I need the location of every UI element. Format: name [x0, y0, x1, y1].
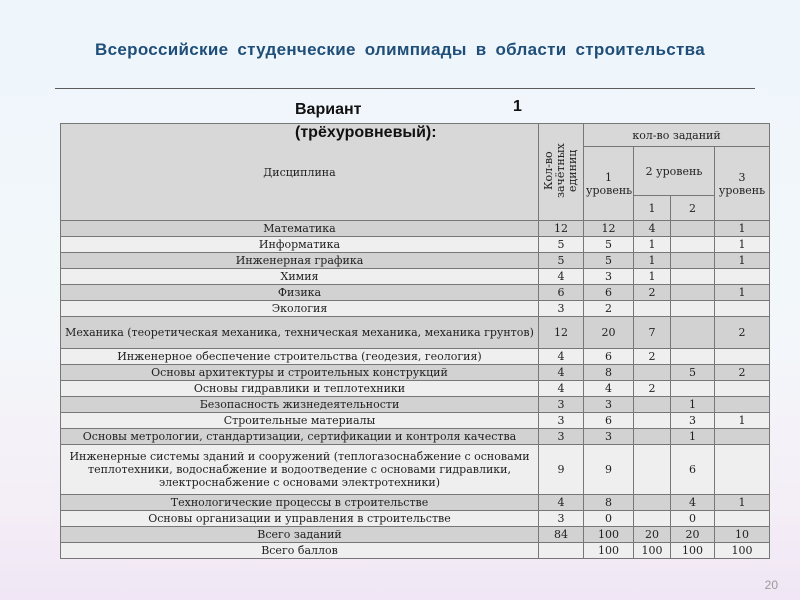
cell-level1: 3	[584, 429, 634, 445]
cell-level2-sub2	[671, 253, 715, 269]
table-row	[61, 301, 770, 317]
cell-level2-sub2: 5	[671, 365, 715, 381]
cell-level2-sub1	[634, 511, 671, 527]
cell-level3	[715, 445, 770, 495]
cell-level1: 6	[584, 285, 634, 301]
cell-level2-sub2: 1	[671, 429, 715, 445]
table-row	[61, 381, 770, 397]
header-level1: 1 уровень	[584, 147, 634, 221]
cell-discipline: Основы гидравлики и теплотехники	[61, 381, 539, 397]
cell-discipline: Технологические процессы в строительстве	[61, 495, 539, 511]
header-level3: 3 уровень	[715, 147, 770, 221]
variant-line1: Вариант	[295, 101, 362, 118]
cell-level1: 0	[584, 511, 634, 527]
cell-level3: 1	[715, 253, 770, 269]
cell-discipline: Безопасность жизнедеятельности	[61, 397, 539, 413]
cell-level2-sub2: 1	[671, 397, 715, 413]
cell-credits: 3	[539, 511, 584, 527]
page-number: 20	[764, 578, 778, 592]
cell-credits: 3	[539, 301, 584, 317]
cell-credits: 12	[539, 317, 584, 349]
cell-level1: 100	[584, 527, 634, 543]
cell-level2-sub1: 2	[634, 285, 671, 301]
cell-discipline: Химия	[61, 269, 539, 285]
cell-discipline: Строительные материалы	[61, 413, 539, 429]
cell-level2-sub2	[671, 269, 715, 285]
cell-discipline: Инженерные системы зданий и сооружений (теплогазоснабжение с основами теплотехники, водоснабжение и водоотведение с основами гидравлики, электроснабжение с основами электротехники)	[61, 445, 539, 495]
cell-level3	[715, 381, 770, 397]
cell-discipline: Основы архитектуры и строительных конструкций	[61, 365, 539, 381]
cell-credits: 5	[539, 253, 584, 269]
cell-level3	[715, 429, 770, 445]
cell-level2-sub2: 4	[671, 495, 715, 511]
variant-line2: (трёхуровневый):	[295, 124, 437, 141]
cell-level1: 9	[584, 445, 634, 495]
cell-level2-sub2	[671, 221, 715, 237]
cell-level3	[715, 511, 770, 527]
cell-discipline: Механика (теоретическая механика, техническая механика, механика грунтов)	[61, 317, 539, 349]
cell-level2-sub2: 3	[671, 413, 715, 429]
total-tasks-row	[61, 527, 770, 543]
cell-credits: 4	[539, 381, 584, 397]
table-row	[61, 365, 770, 381]
header-discipline: Дисциплина	[61, 124, 539, 221]
cell-level1: 4	[584, 381, 634, 397]
cell-credits: 4	[539, 349, 584, 365]
cell-level3: 1	[715, 221, 770, 237]
cell-discipline: Основы организации и управления в строительстве	[61, 511, 539, 527]
table-row	[61, 495, 770, 511]
cell-level3	[715, 269, 770, 285]
header-level2-sub2: 2	[671, 196, 715, 221]
cell-level3: 1	[715, 285, 770, 301]
cell-credits: 3	[539, 413, 584, 429]
table-row	[61, 413, 770, 429]
cell-credits: 3	[539, 397, 584, 413]
table-row	[61, 397, 770, 413]
cell-credits: 84	[539, 527, 584, 543]
table-row	[61, 237, 770, 253]
cell-credits: 5	[539, 237, 584, 253]
cell-level1: 3	[584, 269, 634, 285]
cell-level1: 8	[584, 365, 634, 381]
cell-level2-sub1	[634, 365, 671, 381]
cell-level2-sub2	[671, 381, 715, 397]
cell-level2-sub1	[634, 445, 671, 495]
table-row	[61, 349, 770, 365]
cell-level2-sub1	[634, 301, 671, 317]
cell-credits: 3	[539, 429, 584, 445]
cell-level2-sub1	[634, 495, 671, 511]
table-row	[61, 317, 770, 349]
cell-level2-sub2	[671, 237, 715, 253]
header-level2-sub1: 1	[634, 196, 671, 221]
cell-credits: 4	[539, 365, 584, 381]
total-points-row	[61, 543, 770, 559]
table-row	[61, 285, 770, 301]
cell-credits	[539, 543, 584, 559]
table-row	[61, 221, 770, 237]
cell-discipline: Инженерное обеспечение строительства (геодезия, геология)	[61, 349, 539, 365]
cell-level3: 10	[715, 527, 770, 543]
cell-level3	[715, 397, 770, 413]
cell-level2-sub1: 1	[634, 237, 671, 253]
cell-level2-sub1	[634, 397, 671, 413]
cell-level2-sub1: 20	[634, 527, 671, 543]
cell-discipline: Информатика	[61, 237, 539, 253]
cell-discipline: Основы метрологии, стандартизации, сертификации и контроля качества	[61, 429, 539, 445]
cell-credits: 12	[539, 221, 584, 237]
cell-level1: 20	[584, 317, 634, 349]
cell-level2-sub1: 2	[634, 349, 671, 365]
cell-credits: 4	[539, 495, 584, 511]
cell-level2-sub2: 0	[671, 511, 715, 527]
cell-level2-sub2: 100	[671, 543, 715, 559]
header-credits	[539, 124, 584, 221]
cell-level2-sub2	[671, 349, 715, 365]
cell-level1: 3	[584, 397, 634, 413]
cell-level1: 6	[584, 413, 634, 429]
table-row	[61, 429, 770, 445]
cell-discipline: Всего заданий	[61, 527, 539, 543]
cell-level1: 6	[584, 349, 634, 365]
cell-level2-sub1: 4	[634, 221, 671, 237]
cell-level1: 12	[584, 221, 634, 237]
cell-level2-sub1: 1	[634, 269, 671, 285]
cell-level2-sub2: 6	[671, 445, 715, 495]
cell-level2-sub1: 2	[634, 381, 671, 397]
cell-credits: 9	[539, 445, 584, 495]
variant-number: 1	[513, 98, 522, 115]
cell-level3	[715, 301, 770, 317]
cell-level2-sub2: 20	[671, 527, 715, 543]
table-row	[61, 445, 770, 495]
cell-level2-sub2	[671, 301, 715, 317]
olympiad-table	[60, 123, 770, 559]
table-row	[61, 269, 770, 285]
header-tasks: кол-во заданий	[584, 124, 770, 147]
cell-level1: 5	[584, 237, 634, 253]
table-row	[61, 253, 770, 269]
cell-level3: 1	[715, 495, 770, 511]
cell-level2-sub1: 7	[634, 317, 671, 349]
cell-level2-sub1: 100	[634, 543, 671, 559]
cell-level3: 2	[715, 317, 770, 349]
cell-level2-sub1	[634, 413, 671, 429]
cell-level2-sub1	[634, 429, 671, 445]
variant-label	[295, 98, 437, 144]
cell-discipline: Инженерная графика	[61, 253, 539, 269]
cell-discipline: Всего баллов	[61, 543, 539, 559]
header-level2: 2 уровень	[634, 147, 715, 196]
cell-credits: 4	[539, 269, 584, 285]
title-divider	[55, 88, 755, 89]
cell-level1: 100	[584, 543, 634, 559]
cell-level3	[715, 349, 770, 365]
cell-discipline: Экология	[61, 301, 539, 317]
cell-level1: 8	[584, 495, 634, 511]
cell-discipline: Физика	[61, 285, 539, 301]
table-row	[61, 511, 770, 527]
header-credits-text: Кол-во зачётных единиц	[542, 143, 579, 198]
cell-level3: 1	[715, 413, 770, 429]
slide-title: Всероссийские студенческие олимпиады в области строительства	[95, 40, 705, 59]
cell-discipline: Математика	[61, 221, 539, 237]
cell-level3: 100	[715, 543, 770, 559]
cell-level2-sub2	[671, 285, 715, 301]
cell-level3: 2	[715, 365, 770, 381]
cell-level2-sub1: 1	[634, 253, 671, 269]
cell-credits: 6	[539, 285, 584, 301]
cell-level2-sub2	[671, 317, 715, 349]
cell-level1: 2	[584, 301, 634, 317]
cell-level3: 1	[715, 237, 770, 253]
cell-level1: 5	[584, 253, 634, 269]
